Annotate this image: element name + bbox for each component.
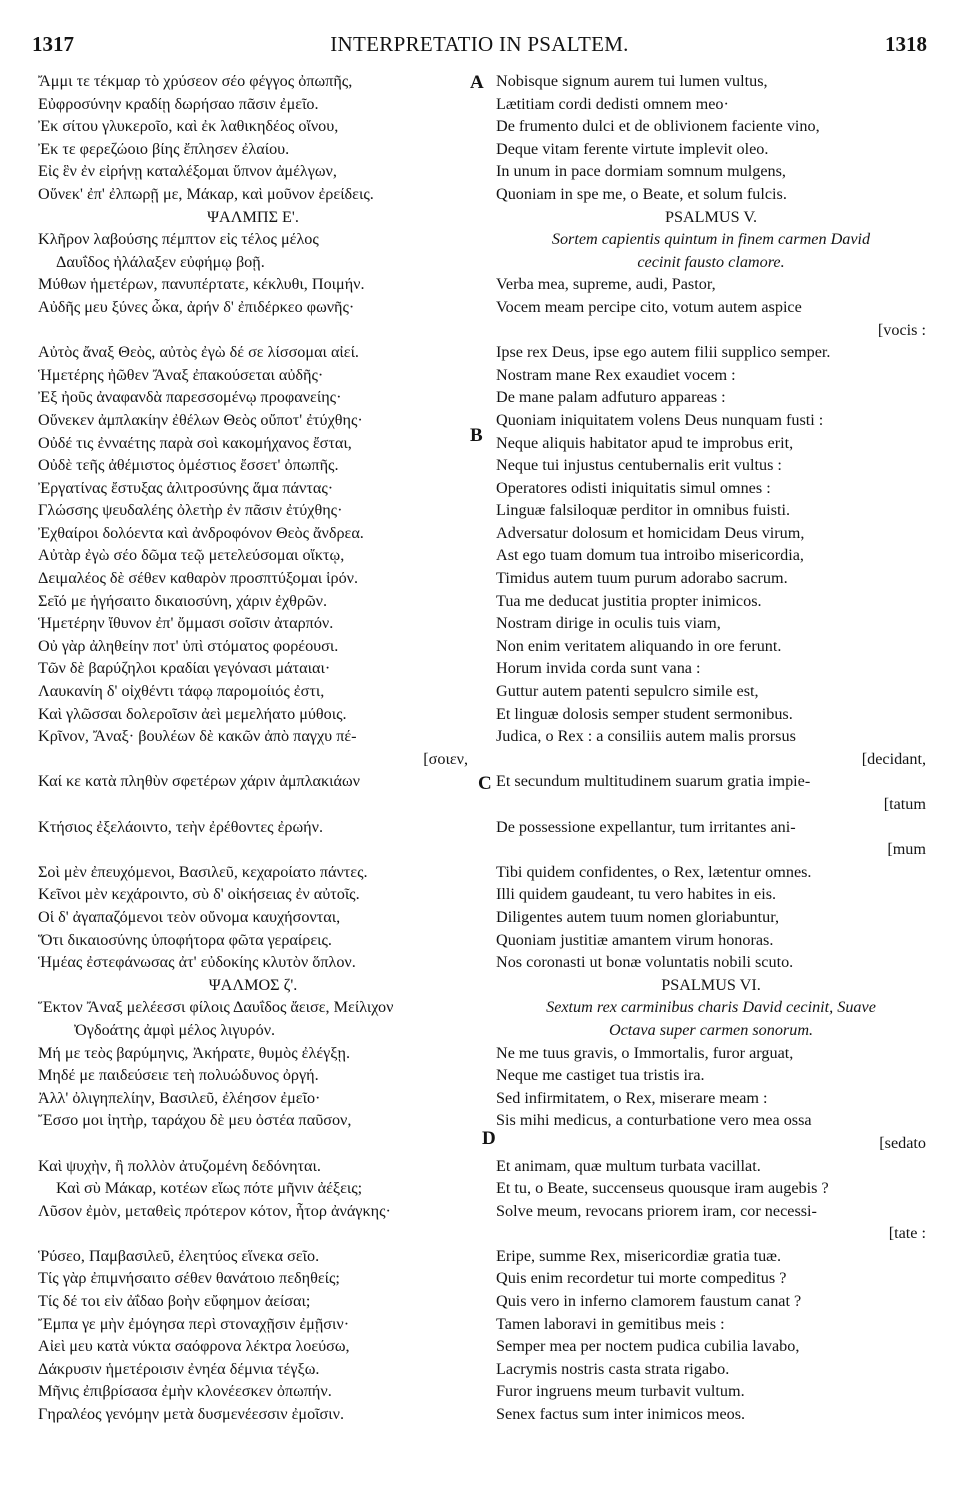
greek-column <box>38 70 468 1426</box>
greek-line: Κλῆρον λαβούσης πέμπτον εἰς τέλος μέλος <box>38 230 319 249</box>
latin-line: Et linguæ dolosis semper student sermonibus. <box>496 704 793 723</box>
latin-line: Linguæ falsiloquæ perditor in omnibus fuisti. <box>496 501 791 520</box>
latin-line: Ipse rex Deus, ipse ego autem filii supplico semper. <box>496 343 831 362</box>
greek-line: Καὶ γλῶσσαι δολεροῖσιν ἀεὶ μεμελήατο μύθοις. <box>38 704 347 723</box>
latin-line: De mane palam adfuturo appareas : <box>496 388 726 407</box>
latin-line: Nos coronasti ut bonæ voluntatis nobili scuto. <box>496 953 794 972</box>
latin-line: Quis enim recordetur tui morte compeditus ? <box>496 1269 787 1288</box>
greek-line: Τίς γὰρ ἐπιμνήσαιτο σέθεν θανάτοιο πεδηθείς; <box>38 1269 340 1288</box>
greek-line: Εἰς ἓν ἐν εἰρήνῃ καταλέξομαι ὕπνον ἀμέλγων, <box>38 162 337 181</box>
greek-line: Αὐδῆς μευ ξύνες ὦκα, ἀρήν δ' ἐπιδέρκεο φωνῆς· <box>38 297 355 316</box>
latin-line: Quoniam justitiæ amantem virum honoras. <box>496 930 774 949</box>
greek-line: Δειμαλέος δὲ σέθεν καθαρὸν προσπτύξομαι ἱρόν. <box>38 569 359 588</box>
latin-line-continuation: [mum <box>887 840 926 859</box>
latin-line: Nobisque signum aurem tui lumen vultus, <box>496 72 768 90</box>
latin-psalm-subtitle: Octava super carmen sonorum. <box>608 1020 814 1039</box>
greek-line: Μύθων ἡμετέρων, πανυπέρτατε, κέκλυθι, Ποιμήν. <box>38 275 365 294</box>
greek-line: Αἰεὶ μευ κατὰ νύκτα σαόφρονα λέκτρα λοεύσω, <box>38 1337 350 1356</box>
latin-psalm-heading: PSALMUS VI. <box>661 975 761 994</box>
latin-line: Senex factus sum inter inimicos meos. <box>496 1405 746 1424</box>
greek-line: Ἐργατίνας ἔστυξας ἀλιτροσύνης ἅμα πάντας· <box>38 478 334 497</box>
latin-line: Et tu, o Beate, succenseus quousque iram augebis ? <box>496 1179 829 1198</box>
latin-line: Diligentes autem tuum nomen gloriabuntur, <box>496 907 780 926</box>
greek-line <box>38 838 468 861</box>
latin-line: Horum invida corda sunt vana : <box>496 659 701 678</box>
latin-line-continuation: [decidant, <box>861 749 926 768</box>
greek-line: Γηραλέος γενόμην μετὰ δυσμενέεσσιν ἐμοῖσιν. <box>38 1405 344 1424</box>
latin-psalm-subtitle: Sortem capientis quintum in finem carmen David <box>551 230 871 249</box>
greek-line: Εὐφροσύνην κραδίῃ δωρήσαο πᾶσιν ἐμεῖο. <box>38 94 319 113</box>
greek-line <box>38 793 468 816</box>
margin-marker-c: C <box>478 773 492 794</box>
greek-line: Γλώσσης ψευδαλέης ὀλετὴρ ἐν πᾶσιν ἐτύχθης· <box>38 501 343 520</box>
latin-line: Sis mihi medicus, a conturbatione vero mea ossa <box>496 1111 812 1130</box>
greek-line: Οὕνεκ' ἐπ' ἐλπωρῇ με, Μάκαρ, καὶ μοῦνον ἐρείδεις. <box>38 184 374 203</box>
latin-line: Eripe, summe Rex, misericordiæ gratia tuæ. <box>496 1246 782 1265</box>
latin-line: Quis vero in inferno clamorem faustum canat ? <box>496 1292 802 1311</box>
greek-line: Δάκρυσιν ἡμετέροισιν ἐνηέα δέμνια τέγξω. <box>38 1359 320 1378</box>
latin-psalm-heading: PSALMUS V. <box>664 207 758 226</box>
greek-line: Τῶν δὲ βαρύζηλοι κραδίαι γεγόνασι μάταιαι· <box>38 659 331 678</box>
latin-line: Tamen laboravi in gemitibus meis : <box>496 1314 725 1333</box>
greek-line: Κτήσιος ἐξελάοιντο, τεὴν ἐρέθοντες ἐρωήν. <box>38 817 323 836</box>
latin-line: De possessione expellantur, tum irritantes ani- <box>496 817 796 836</box>
latin-line: Quoniam iniquitatem volens Deus nunquam fusti : <box>496 410 824 429</box>
greek-line: Οὐδὲ τεῆς ἀθέμιστος ὁμέστιος ἔσσετ' ὀπωπῆς. <box>38 456 339 475</box>
margin-marker-d: D <box>482 1128 496 1149</box>
greek-line: Καὶ ψυχὴν, ἢ πολλὸν ἀτυζομένη δεδόνηται. <box>38 1156 321 1175</box>
latin-line-continuation: [vocis : <box>877 320 926 339</box>
greek-line <box>38 1222 468 1245</box>
margin-marker-b: B <box>470 425 483 446</box>
greek-line: Σοὶ μὲν ἐπευχόμενοι, Βασιλεῦ, κεχαροίατο πάντες. <box>38 862 368 881</box>
latin-line: Furor ingruens meum turbavit vultum. <box>496 1382 745 1401</box>
running-title: INTERPRETATIO IN PSALTEM. <box>330 32 629 56</box>
greek-line: Δαυΐδος ἠλάλαξεν εὐφήμῳ βοῇ. <box>56 252 265 271</box>
latin-line: Nostram dirige in oculis tuis viam, <box>496 614 721 633</box>
latin-line: Vocem meam percipe cito, votum autem aspice <box>496 297 802 316</box>
greek-line: Σεῖό με ἡγήσαιτο δικαιοσύνη, χάριν ἐχθρῶν. <box>38 591 328 610</box>
greek-line: Ἡμετέρην ἴθυνον ἐπ' ὄμμασι σοῖσιν ἀταρπόν. <box>38 614 334 633</box>
greek-line: Ἐξ ἠοῦς ἀναφανδὰ παρεσσομένῳ προφανείης· <box>38 388 342 407</box>
latin-line: In unum in pace dormiam somnum mulgens, <box>496 162 786 181</box>
greek-line: Ἐκ σίτου γλυκεροῖο, καὶ ἐκ λαθικηδέος οἴνου, <box>38 117 339 136</box>
greek-line <box>38 319 468 342</box>
greek-line: Αὐτὰρ ἐγὼ σέο δῶμα τεῷ μετελεύσομαι οἴκτῳ, <box>38 546 345 565</box>
greek-psalm-heading: ΨΑΛΜΟΣ ζ'. <box>208 975 298 994</box>
latin-line: Timidus autem tuum purum adorabo sacrum. <box>496 569 788 588</box>
margin-marker-a: A <box>470 72 484 93</box>
latin-line: Neque me castiget tua tristis ira. <box>496 1066 705 1085</box>
latin-line: Verba mea, supreme, audi, Pastor, <box>496 275 716 294</box>
latin-line: Judica, o Rex : a consiliis autem malis prorsus <box>496 727 796 746</box>
greek-line: Κρῖνον, Ἄναξ· βουλέων δὲ κακῶν ἀπὸ παγχυ πέ- <box>38 727 357 746</box>
greek-line: Λαυκανίη δ' οἰχθέντι τάφῳ παρομοίιός ἐστι, <box>38 682 325 701</box>
greek-line: Μή με τεὸς βαρύμηνις, Ἀκήρατε, θυμὸς ἐλέγξῃ. <box>38 1043 351 1062</box>
latin-line: Semper mea per noctem pudica cubilia lavabo, <box>496 1337 800 1356</box>
latin-line-continuation: [tate : <box>888 1224 926 1243</box>
greek-line: Ὀγδοάτης ἀμφὶ μέλος λιγυρόν. <box>74 1020 276 1039</box>
latin-line: Ast ego tuam domum tua introibo misericordia, <box>496 546 804 565</box>
latin-line: Deque vitam ferente virtute implevit oleo. <box>496 139 769 158</box>
latin-line: De frumento dulci et de oblivionem faciente vino, <box>496 117 820 136</box>
page-header <box>0 32 959 62</box>
greek-line-continuation: [σοιεν, <box>423 749 468 768</box>
greek-line: Ἀλλ' ὀλιγηπελίην, Βασιλεῦ, ἐλέησον ἐμεῖο· <box>38 1088 321 1107</box>
latin-line: Operatores odisti iniquitatis simul omnes : <box>496 478 771 497</box>
latin-line: Adversatur dolosum et homicidam Deus virum, <box>496 523 805 542</box>
latin-line: Quoniam in spe me, o Beate, et solum fulcis. <box>496 184 787 203</box>
greek-line: Κεῖνοι μὲν κεχάροιντο, σὺ δ' οἰκήσειας ἐν αὐτοῖς. <box>38 885 360 904</box>
latin-line: Et animam, quæ multum turbata vacillat. <box>496 1156 761 1175</box>
page-number-left: 1317 <box>32 32 74 56</box>
latin-line: Tibi quidem confidentes, o Rex, lætentur omnes. <box>496 862 812 881</box>
greek-line: Αὐτὸς ἄναξ Θεὸς, αὐτὸς ἐγὼ δέ σε λίσσομαι αἰεί. <box>38 343 359 362</box>
greek-line: Ἄμμι τε τέκμαρ τὸ χρύσεον σέο φέγγος ὀπωπῆς, <box>38 72 353 90</box>
greek-line: Μῆνις ἐπιβρίσασα ἐμὴν κλονέεσκεν ὀπωπήν. <box>38 1382 332 1401</box>
greek-line: Ἔσσο μοι ἰητὴρ, ταράχου δὲ μευ ὀστέα παῦσον, <box>38 1111 352 1130</box>
greek-line: Λῦσον ἐμὸν, μεταθεὶς πρότερον κότον, ἦτορ ἀνάγκης· <box>38 1201 391 1220</box>
greek-line: Ἡμέας ἐστεφάνωσας ἀτ' εὐδοκίης κλυτὸν ὅπλον. <box>38 953 356 972</box>
latin-line-continuation: [tatum <box>883 795 926 813</box>
latin-line: Tua me deducat justitia propter inimicos. <box>496 591 762 610</box>
latin-line: Lætitiam cordi dedisti omnem meo· <box>496 94 729 113</box>
page-number-right: 1318 <box>885 32 927 56</box>
latin-line: Ne me tuus gravis, o Immortalis, furor arguat, <box>496 1043 794 1062</box>
greek-line: Καὶ σὺ Μάκαρ, κοτέων εἴως πότε μῆνιν ἀέξεις; <box>56 1179 363 1198</box>
greek-line: Ἔμπα γε μὴν ἐμόγησα περὶ στοναχῇσιν ἐμῇσιν· <box>38 1314 350 1333</box>
greek-line: Οἱ δ' ἀγαπαζόμενοι τεὸν οὔνομα καυχήσονται, <box>38 907 341 926</box>
latin-psalm-subtitle: Sextum rex carminibus charis David cecinit, Suave <box>546 998 876 1017</box>
greek-line: Οὕνεκεν ἀμπλακίην ἐθέλων Θεὸς οὔποτ' ἐτύχθης· <box>38 410 363 429</box>
greek-line: Ἐκ τε φερεζώοιο βίης ἔπλησεν ἐλαίου. <box>38 139 290 158</box>
latin-line: Non enim veritatem aliquando in ore ferunt. <box>496 636 782 655</box>
greek-line <box>38 1132 468 1155</box>
greek-line: Ῥύσεο, Παμβασιλεῦ, ἐλεητύος εἵνεκα σεῖο. <box>38 1246 320 1265</box>
latin-line: Nostram mane Rex exaudiet vocem : <box>496 365 736 384</box>
greek-psalm-heading: ΨΑΛΜΠΣ Ε'. <box>207 207 299 226</box>
greek-line: Ἡμετέρης ἠῶθεν Ἄναξ ἐπακούσεται αὐδῆς· <box>38 365 324 384</box>
greek-line: Οὐδέ τις ἐνναέτης παρὰ σοὶ κακομήχανος ἔσται, <box>38 433 352 452</box>
latin-line: Solve meum, revocans priorem iram, cor necessi- <box>496 1201 817 1220</box>
greek-line: Οὐ γὰρ ἀληθείην ποτ' ὑπὶ στόματος φορέουσι. <box>38 636 339 655</box>
latin-column <box>496 70 926 1426</box>
greek-line: Καί κε κατὰ πληθὺν σφετέρων χάριν ἀμπλακιάων <box>38 772 360 791</box>
latin-line-continuation: [sedato <box>879 1133 926 1152</box>
greek-line: Ἕκτον Ἄναξ μελέεσσι φίλοις Δαυΐδος ἄεισε, Μείλιχον <box>38 998 394 1017</box>
latin-line: Illi quidem gaudeant, tu vero habites in eis. <box>496 885 777 904</box>
latin-line: Et secundum multitudinem suarum gratia impie- <box>496 772 811 791</box>
greek-line: Τίς δέ τοι εἰν ἀΐδαο βοὴν εὔφημον ἀείσαι; <box>38 1292 311 1311</box>
greek-line: Μηδέ με παιδεύσειε τεὴ πολυώδυνος ὀργή. <box>38 1066 319 1085</box>
greek-line: Ὅτι δικαιοσύνης ὑποφήτορα φῶτα γεραίρεις. <box>38 930 332 949</box>
latin-line: Neque tui injustus centubernalis erit vultus : <box>496 456 782 475</box>
latin-psalm-subtitle: cecinit fausto clamore. <box>637 252 785 271</box>
greek-line: Ἐχθαίροι δολόεντα καὶ ἀνδροφόνον Θεὸς ἄνδρεα. <box>38 523 364 542</box>
latin-line: Guttur autem patenti sepulcro simile est, <box>496 682 759 701</box>
latin-line: Lacrymis nostris casta strata rigabo. <box>496 1359 730 1378</box>
latin-line: Neque aliquis habitator apud te improbus erit, <box>496 433 794 452</box>
latin-line: Sed infirmitatem, o Rex, miserare meam : <box>496 1088 768 1107</box>
